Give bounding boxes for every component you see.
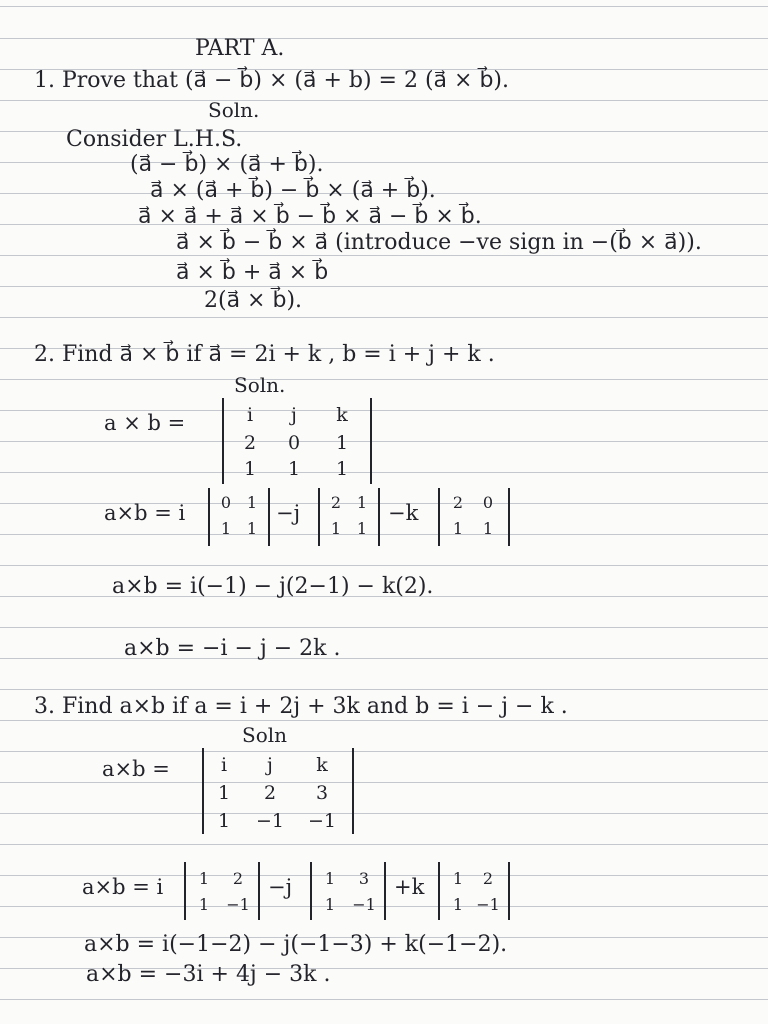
det-bar bbox=[378, 488, 380, 546]
q1-step-3: a⃗ × (a⃗ + b⃗) − b⃗ × (a⃗ + b⃗). bbox=[150, 178, 436, 203]
minor-cell: 1 bbox=[330, 519, 342, 538]
q1-step-6: a⃗ × b⃗ + a⃗ × b⃗ bbox=[176, 260, 329, 285]
part-heading: PART A. bbox=[195, 36, 285, 61]
det-cell: i bbox=[220, 754, 228, 776]
det-cell: 2 bbox=[243, 432, 257, 454]
det-cell: 1 bbox=[217, 810, 231, 832]
q1-step-5: a⃗ × b⃗ − b⃗ × a⃗ (introduce −ve sign in −(b⃗ × a⃗)). bbox=[176, 230, 702, 255]
det-bar bbox=[208, 488, 210, 546]
q1-step-1: Consider L.H.S. bbox=[66, 127, 243, 152]
det-bar bbox=[438, 488, 440, 546]
det-bar bbox=[310, 862, 312, 920]
det-cell: k bbox=[316, 754, 328, 776]
det-bar bbox=[268, 488, 270, 546]
minor-cell: 1 bbox=[198, 869, 210, 888]
minor-cell: 1 bbox=[452, 519, 464, 538]
det-cell: −1 bbox=[255, 810, 284, 832]
det-cell: 1 bbox=[335, 432, 349, 454]
det-cell: 1 bbox=[335, 458, 349, 480]
q3-step-3: a×b = i(−1−2) − j(−1−3) + k(−1−2). bbox=[84, 932, 508, 957]
q3-minor-2 bbox=[310, 862, 386, 920]
minor-cell: 2 bbox=[452, 493, 464, 512]
q1-step-2: (a⃗ − b⃗) × (a⃗ + b⃗). bbox=[130, 152, 324, 177]
q2-expansion-label: a×b = i bbox=[104, 501, 186, 525]
det-cell: 1 bbox=[287, 458, 301, 480]
minor-cell: 1 bbox=[198, 895, 210, 914]
q2-step-3: a×b = i(−1) − j(2−1) − k(2). bbox=[112, 574, 434, 599]
minor-cell: 0 bbox=[482, 493, 494, 512]
minor-cell: 0 bbox=[220, 493, 232, 512]
det-cell: −1 bbox=[307, 810, 336, 832]
minor-cell: 2 bbox=[232, 869, 244, 888]
det-bar bbox=[508, 862, 510, 920]
det-cell: k bbox=[336, 404, 348, 426]
det-cell: j bbox=[267, 754, 273, 776]
minor-cell: 3 bbox=[358, 869, 370, 888]
q1-step-4: a⃗ × a⃗ + a⃗ × b⃗ − b⃗ × a⃗ − b⃗ × b⃗. bbox=[138, 204, 482, 229]
q3-minor-3-sign: +k bbox=[394, 875, 425, 899]
q2-minor-1 bbox=[208, 488, 270, 546]
q2-soln-label: Soln. bbox=[234, 373, 286, 397]
q2-minor-3 bbox=[438, 488, 510, 546]
minor-cell: −1 bbox=[476, 895, 500, 914]
minor-cell: 1 bbox=[246, 493, 258, 512]
q3-question: 3. Find a×b if a = i + 2j + 3k and b = i − j − k . bbox=[34, 694, 568, 719]
q3-result: a×b = −3i + 4j − 3k . bbox=[86, 962, 331, 987]
minor-cell: 1 bbox=[220, 519, 232, 538]
q2-minor-3-sign: −k bbox=[388, 501, 419, 525]
q2-question: 2. Find a⃗ × b⃗ if a⃗ = 2i + k , b = i + j + k . bbox=[34, 342, 495, 367]
det-left-bar bbox=[222, 398, 224, 484]
minor-cell: 1 bbox=[246, 519, 258, 538]
q2-minor-2-sign: −j bbox=[276, 501, 301, 525]
q1-question: 1. Prove that (a⃗ − b⃗) × (a⃗ + b) = 2 (a⃗ × b⃗). bbox=[34, 68, 509, 93]
det-bar bbox=[258, 862, 260, 920]
minor-cell: 1 bbox=[482, 519, 494, 538]
minor-cell: 1 bbox=[452, 869, 464, 888]
det-bar bbox=[438, 862, 440, 920]
det-cell: 0 bbox=[287, 432, 301, 454]
q3-det-label: a×b = bbox=[102, 757, 170, 781]
det-bar bbox=[384, 862, 386, 920]
det-cell: 2 bbox=[263, 782, 277, 804]
q2-det-label: a × b = bbox=[104, 411, 186, 435]
minor-cell: 1 bbox=[452, 895, 464, 914]
det-bar bbox=[184, 862, 186, 920]
q3-expansion-label: a×b = i bbox=[82, 875, 164, 899]
det-right-bar bbox=[352, 748, 354, 834]
det-right-bar bbox=[370, 398, 372, 484]
minor-cell: 1 bbox=[324, 895, 336, 914]
q2-result: a×b = −i − j − 2k . bbox=[124, 636, 341, 661]
det-bar bbox=[508, 488, 510, 546]
q3-determinant bbox=[202, 748, 354, 834]
minor-cell: −1 bbox=[352, 895, 376, 914]
q3-soln-label: Soln bbox=[242, 723, 288, 747]
minor-cell: 1 bbox=[324, 869, 336, 888]
minor-cell: 1 bbox=[356, 493, 368, 512]
det-cell: 1 bbox=[243, 458, 257, 480]
det-cell: j bbox=[291, 404, 297, 426]
det-cell: i bbox=[246, 404, 254, 426]
q1-soln-label: Soln. bbox=[208, 98, 260, 122]
q2-minor-2 bbox=[318, 488, 380, 546]
q3-minor-2-sign: −j bbox=[268, 875, 293, 899]
det-cell: 1 bbox=[217, 782, 231, 804]
minor-cell: 2 bbox=[482, 869, 494, 888]
q3-minor-3 bbox=[438, 862, 510, 920]
det-cell: 3 bbox=[315, 782, 329, 804]
q1-step-7: 2(a⃗ × b⃗). bbox=[204, 288, 303, 313]
q3-minor-1 bbox=[184, 862, 260, 920]
minor-cell: 2 bbox=[330, 493, 342, 512]
det-bar bbox=[318, 488, 320, 546]
q2-determinant bbox=[222, 398, 374, 484]
minor-cell: −1 bbox=[226, 895, 250, 914]
minor-cell: 1 bbox=[356, 519, 368, 538]
